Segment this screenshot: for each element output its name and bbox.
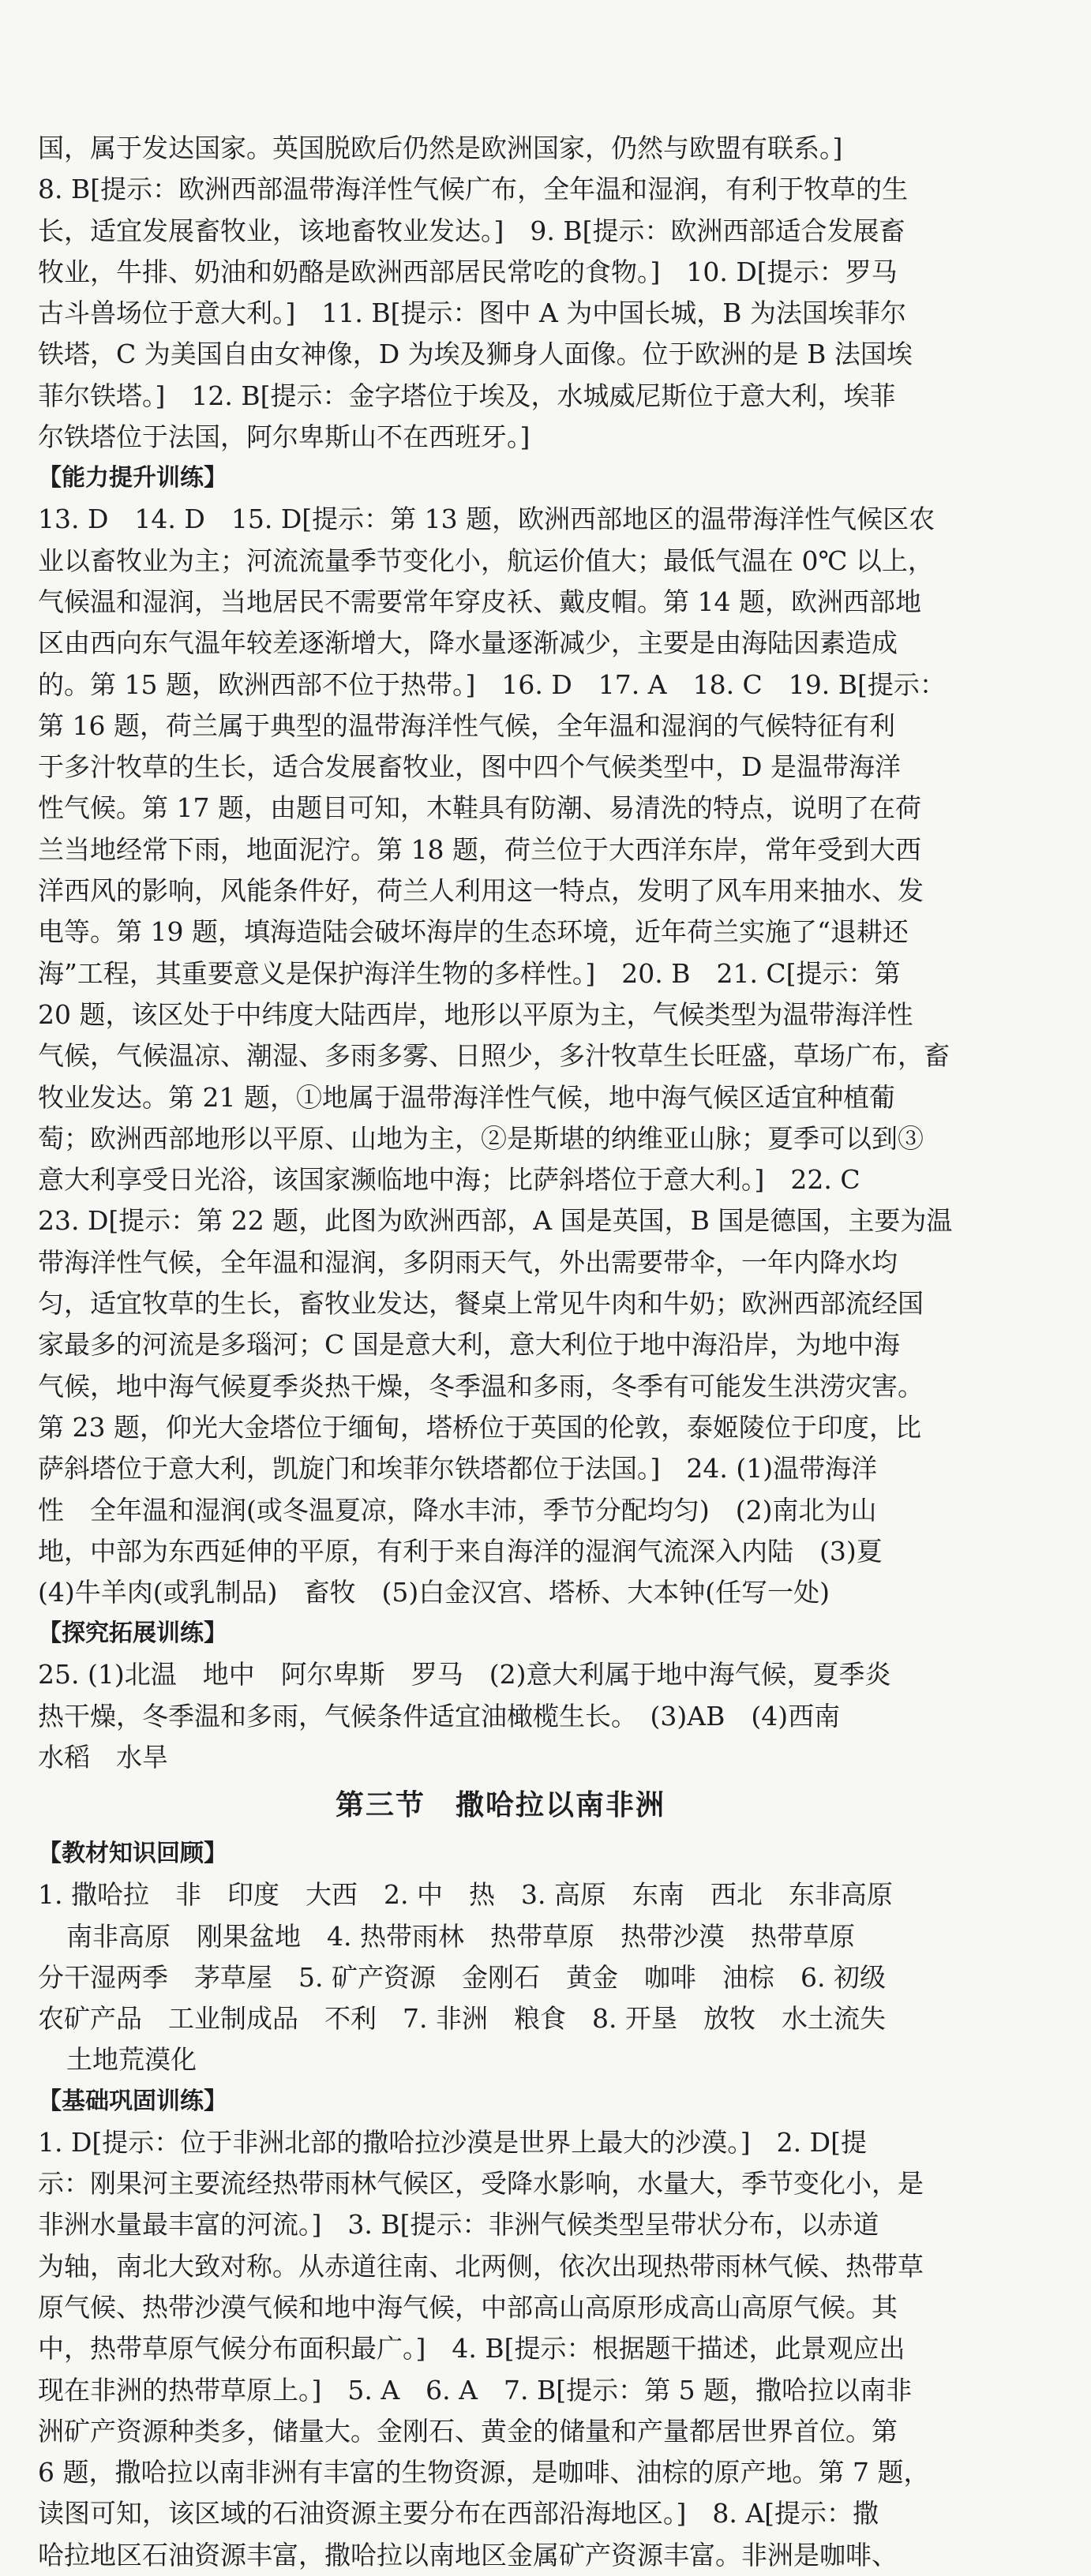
text-line: 6 题，撒哈拉以南非洲有丰富的生物资源，是咖啡、油棕的原产地。第 7 题， (38, 2457, 930, 2488)
text-line: 25. (1)北温 地中 阿尔卑斯 罗马 (2)意大利属于地中海气候，夏季炎 (38, 1659, 891, 1690)
text-line: 20 题，该区处于中纬度大陆西岸，地形以平原为主，气候类型为温带海洋性 (38, 998, 913, 1030)
text-line: 气候温和湿润，当地居民不需要常年穿皮袄、戴皮帽。第 14 题，欧洲西部地 (38, 586, 921, 617)
section-explore-answers (38, 1654, 963, 1778)
answer-content (38, 128, 963, 2576)
text-line: 牧业，牛排、奶油和奶酪是欧洲西部居民常吃的食物。] 10. D[提示：罗马 (38, 256, 898, 287)
text-line: 古斗兽场位于意大利。] 11. B[提示：图中 A 为中国长城，B 为法国埃菲尔 (38, 298, 907, 329)
text-line: 电等。第 19 题，填海造陆会破坏海岸的生态环境，近年荷兰实施了“退耕还 (38, 916, 909, 948)
text-line: 气候，地中海气候夏季炎热干燥，冬季温和多雨，冬季有可能发生洪涝灾害。 (38, 1370, 924, 1402)
text-line: 13. D 14. D 15. D[提示：第 13 题，欧洲西部地区的温带海洋性气候区农 (38, 504, 935, 535)
text-line: 意大利享受日光浴，该国家濒临地中海；比萨斜塔位于意大利。] 22. C (38, 1164, 860, 1196)
heading-ability-training: 【能力提升训练】 (38, 464, 227, 492)
text-line: 23. D[提示：第 22 题，此图为欧洲西部，A 国是英国，B 国是德国，主要为温 (38, 1205, 953, 1237)
heading-textbook-review: 【教材知识回顾】 (38, 1840, 227, 1868)
text-line: 原气候、热带沙漠气候和地中海气候，中部高山高原形成高山高原气候。其 (38, 2291, 898, 2323)
text-line: 现在非洲的热带草原上。] 5. A 6. A 7. B[提示：第 5 题，撒哈拉以南非 (38, 2374, 913, 2406)
text-line: 区由西向东气温年较差逐渐增大，降水量逐渐减少，主要是由海陆因素造成 (38, 627, 898, 659)
text-line: 热干燥，冬季温和多雨，气候条件适宜油橄榄生长。 (3)AB (4)西南 (38, 1700, 841, 1732)
text-line: 洲矿产资源种类多，储量大。金刚石、黄金的储量和产量都居世界首位。第 (38, 2415, 898, 2447)
text-line: 海”工程，其重要意义是保护海洋生物的多样性。] 20. B 21. C[提示：第 (38, 957, 901, 989)
text-line: 带海洋性气候，全年温和湿润，多阴雨天气，外出需要带伞，一年内降水均 (38, 1246, 898, 1278)
text-line: 农矿产品 工业制成品 不利 7. 非洲 粮食 8. 开垦 放牧 水土流失 (38, 2003, 886, 2035)
text-line: 洋西风的影响，风能条件好，荷兰人利用这一特点，发明了风车用来抽水、发 (38, 875, 924, 907)
text-line: 长，适宜发展畜牧业，该地畜牧业发达。] 9. B[提示：欧洲西部适合发展畜 (38, 215, 905, 246)
text-line: 中，热带草原气候分布面积最广。] 4. B[提示：根据题干描述，此景观应出 (38, 2333, 905, 2364)
text-line: 分干湿两季 茅草屋 5. 矿产资源 金刚石 黄金 咖啡 油棕 6. 初级 (38, 1961, 886, 1993)
text-line: 国，属于发达国家。英国脱欧后仍然是欧洲国家，仍然与欧盟有联系。] (38, 133, 843, 163)
text-line: 8. B[提示：欧洲西部温带海洋性气候广布，全年温和湿润，有利于牧草的生 (38, 174, 909, 205)
text-line: 的。第 15 题，欧洲西部不位于热带。] 16. D 17. A 18. C 19. B[提示： (38, 668, 946, 700)
text-line: 萨斜塔位于意大利，凯旋门和埃菲尔铁塔都位于法国。] 24. (1)温带海洋 (38, 1453, 878, 1485)
text-line: 示：刚果河主要流经热带雨林气候区，受降水影响，水量大，季节变化小，是 (38, 2168, 924, 2200)
section-previous-answers (38, 128, 963, 458)
text-line: 第 16 题，荷兰属于典型的温带海洋性气候，全年温和湿润的气候特征有利 (38, 710, 895, 741)
text-line: 第 23 题，仰光大金塔位于缅甸，塔桥位于英国的伦敦，泰姬陵位于印度，比 (38, 1411, 921, 1443)
section-title: 第三节 撒哈拉以南非洲 (335, 1789, 665, 1822)
text-line: 南非高原 刚果盆地 4. 热带雨林 热带草原 热带沙漠 热带草原 (66, 1920, 855, 1952)
text-line: (4)牛羊肉(或乳制品) 畜牧 (5)白金汉宫、塔桥、大本钟(任写一处) (38, 1577, 830, 1608)
text-line: 气候，气候温凉、潮湿、多雨多雾、日照少，多汁牧草生长旺盛，草场广布，畜 (38, 1040, 950, 1072)
text-line: 菲尔铁塔。] 12. B[提示：金字塔位于埃及，水城威尼斯位于意大利，埃菲 (38, 380, 896, 411)
heading-basic-training: 【基础巩固训练】 (38, 2087, 227, 2115)
text-line: 地，中部为东西延伸的平原，有利于来自海洋的湿润气流深入内陆 (3)夏 (38, 1535, 883, 1567)
section-review-answers (38, 1874, 963, 2080)
text-line: 读图可知，该区域的石油资源主要分布在西部沿海地区。] 8. A[提示：撒 (38, 2498, 879, 2529)
heading-explore-training: 【探究拓展训练】 (38, 1619, 227, 1648)
text-line: 于多汁牧草的生长，适合发展畜牧业，图中四个气候类型中，D 是温带海洋 (38, 751, 901, 783)
text-line: 为轴，南北大致对称。从赤道往南、北两侧，依次出现热带雨林气候、热带草 (38, 2250, 924, 2282)
text-line: 性 全年温和湿润(或冬温夏凉，降水丰沛，季节分配均匀) (2)南北为山 (38, 1494, 877, 1526)
text-line: 家最多的河流是多瑙河；C 国是意大利，意大利位于地中海沿岸，为地中海 (38, 1329, 900, 1361)
text-line: 匀，适宜牧草的生长，畜牧业发达，餐桌上常见牛肉和牛奶；欧洲西部流经国 (38, 1288, 924, 1320)
text-line: 兰当地经常下雨，地面泥泞。第 18 题，荷兰位于大西洋东岸，常年受到大西 (38, 833, 921, 865)
text-line: 1. 撒哈拉 非 印度 大西 2. 中 热 3. 高原 东南 西北 东非高原 (38, 1879, 893, 1911)
text-line: 萄；欧洲西部地形以平原、山地为主，②是斯堪的纳维亚山脉；夏季可以到③ (38, 1122, 924, 1154)
section-basic-answers (38, 2122, 963, 2576)
text-line: 土地荒漠化 (66, 2044, 197, 2076)
section-ability-answers (38, 499, 963, 1613)
text-line: 性气候。第 17 题，由题目可知，木鞋具有防潮、易清洗的特点，说明了在荷 (38, 792, 921, 824)
text-line: 水稻 水旱 (38, 1741, 168, 1773)
text-line: 尔铁塔位于法国，阿尔卑斯山不在西班牙。] (38, 421, 531, 453)
text-line: 非洲水量最丰富的河流。] 3. B[提示：非洲气候类型呈带状分布，以赤道 (38, 2209, 879, 2241)
text-line: 牧业发达。第 21 题，①地属于温带海洋性气候，地中海气候区适宜种植葡 (38, 1081, 895, 1113)
text-line: 哈拉地区石油资源丰富，撒哈拉以南地区金属矿产资源丰富。非洲是咖啡、 (38, 2539, 898, 2570)
text-line: 业以畜牧业为主；河流流量季节变化小，航运价值大；最低气温在 0℃ 以上， (38, 545, 934, 576)
text-line: 铁塔，C 为美国自由女神像，D 为埃及狮身人面像。位于欧洲的是 B 法国埃 (38, 339, 913, 370)
text-line: 1. D[提示：位于非洲北部的撒哈拉沙漠是世界上最大的沙漠。] 2. D[提 (38, 2126, 867, 2158)
